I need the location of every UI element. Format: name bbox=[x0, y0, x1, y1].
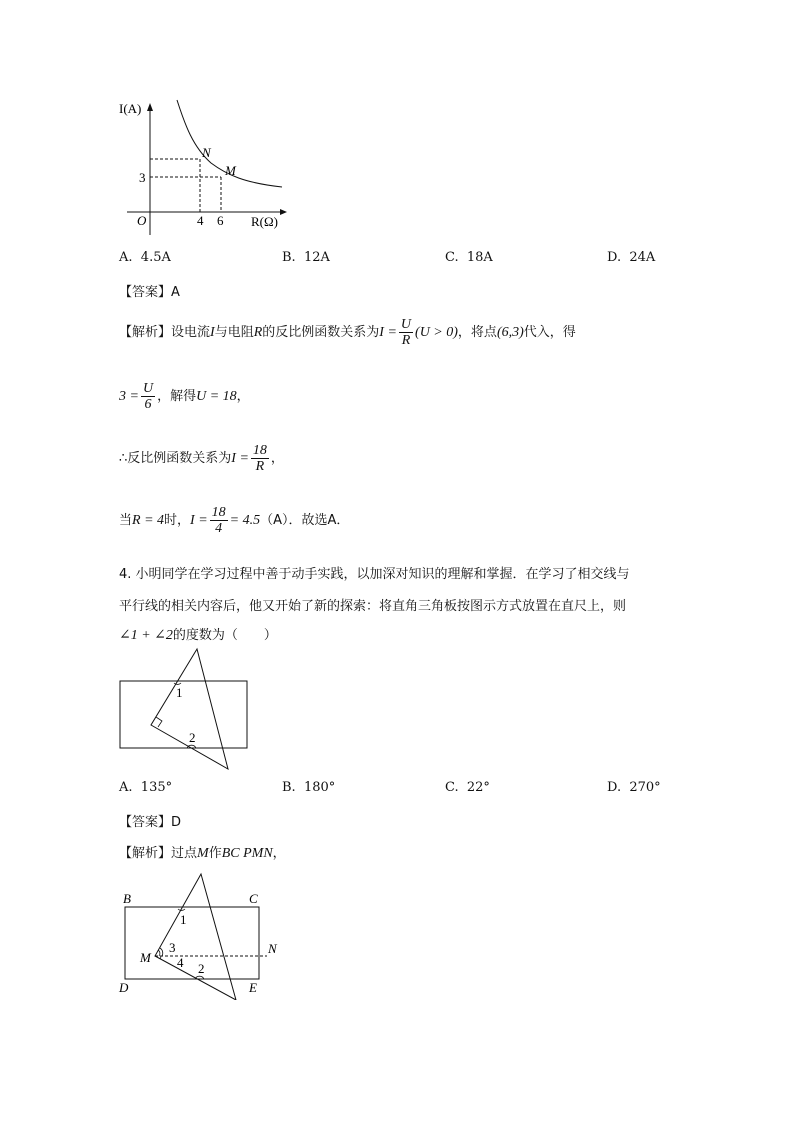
q3-option-b[interactable]: B. 12A bbox=[282, 250, 330, 265]
q3-option-c[interactable]: C. 18A bbox=[445, 250, 493, 265]
point-b-label: B bbox=[123, 891, 131, 906]
construction-figure bbox=[115, 870, 290, 1000]
fraction: $\frac{18}{4}$ bbox=[211, 505, 226, 536]
q3-analysis-line3: ∴反比例函数关系为I = $\frac{18}{R}$ ， bbox=[119, 443, 284, 474]
angle-4-label: 4 bbox=[177, 955, 184, 970]
y-axis-label: I(A) bbox=[119, 101, 142, 116]
ruler-rectangle bbox=[125, 907, 259, 979]
q3-analysis-line2: 3 = $\frac{U}{6}$ ，解得U = 18， bbox=[119, 381, 250, 412]
q4-option-d[interactable]: D. 270° bbox=[607, 780, 661, 795]
inverse-function-graph bbox=[115, 95, 315, 240]
q3-option-d[interactable]: D. 24A bbox=[607, 250, 656, 265]
fraction: $\frac{18}{R}$ bbox=[252, 443, 267, 474]
angle-3-arc bbox=[160, 948, 163, 956]
ruler-triangle-figure bbox=[115, 645, 255, 775]
y-tick-label: 3 bbox=[139, 170, 146, 185]
x-axis-label: R(Ω) bbox=[251, 214, 278, 229]
q3-answer: 【答案】A bbox=[119, 285, 180, 300]
q4-option-a[interactable]: A. 135° bbox=[119, 780, 173, 795]
point-n-label: N bbox=[202, 145, 211, 160]
point-n-label: N bbox=[268, 941, 277, 956]
origin-label: O bbox=[137, 213, 147, 228]
angle-1-label: 1 bbox=[176, 685, 183, 700]
q3-analysis-line4: 当R = 4时，I = $\frac{18}{4}$ = 4.5（A）．故选A． bbox=[119, 505, 350, 536]
ruler-rectangle bbox=[120, 681, 247, 748]
point-m-label: M bbox=[140, 950, 151, 965]
angle-2-label: 2 bbox=[189, 730, 196, 745]
y-axis-arrow bbox=[147, 103, 153, 111]
point-e-label: E bbox=[249, 980, 257, 995]
q4-option-b[interactable]: B. 180° bbox=[282, 780, 336, 795]
point-d-label: D bbox=[119, 980, 129, 995]
point-m-label: M bbox=[225, 163, 236, 178]
q4-text-line1: 4. 小明同学在学习过程中善于动手实践，以加深对知识的理解和掌握．在学习了相交线与 bbox=[119, 567, 630, 582]
fraction: $\frac{U}{6}$ bbox=[142, 381, 154, 412]
x-tick-label: 4 bbox=[197, 213, 204, 228]
q3-analysis-line1: 【解析】设电流I与电阻R的反比例函数关系为I = $\frac{U}{R}$ (U > 0)，将点(6,3)代入，得 bbox=[119, 317, 576, 348]
q3-option-a[interactable]: A. 4.5A bbox=[119, 250, 171, 265]
triangle bbox=[155, 874, 236, 1000]
angle-3-label: 3 bbox=[169, 940, 176, 955]
triangle bbox=[151, 649, 228, 769]
q4-analysis: 【解析】过点M作BC PMN， bbox=[119, 846, 286, 861]
x-axis-arrow bbox=[280, 209, 287, 215]
q4-text-line2: 平行线的相关内容后，他又开始了新的探索：将直角三角板按图示方式放置在直尺上，则 bbox=[119, 599, 627, 614]
q4-answer: 【答案】D bbox=[119, 815, 182, 830]
x-tick-label: 6 bbox=[217, 213, 224, 228]
angle-2-label: 2 bbox=[198, 961, 205, 976]
q4-text-line3: ∠1 + ∠2的度数为（ ） bbox=[119, 628, 277, 643]
right-angle-mark bbox=[156, 717, 162, 727]
angle-1-label: 1 bbox=[180, 912, 187, 927]
point-c-label: C bbox=[249, 891, 258, 906]
q4-option-c[interactable]: C. 22° bbox=[445, 780, 490, 795]
fraction: $\frac{U}{R}$ bbox=[400, 317, 412, 348]
